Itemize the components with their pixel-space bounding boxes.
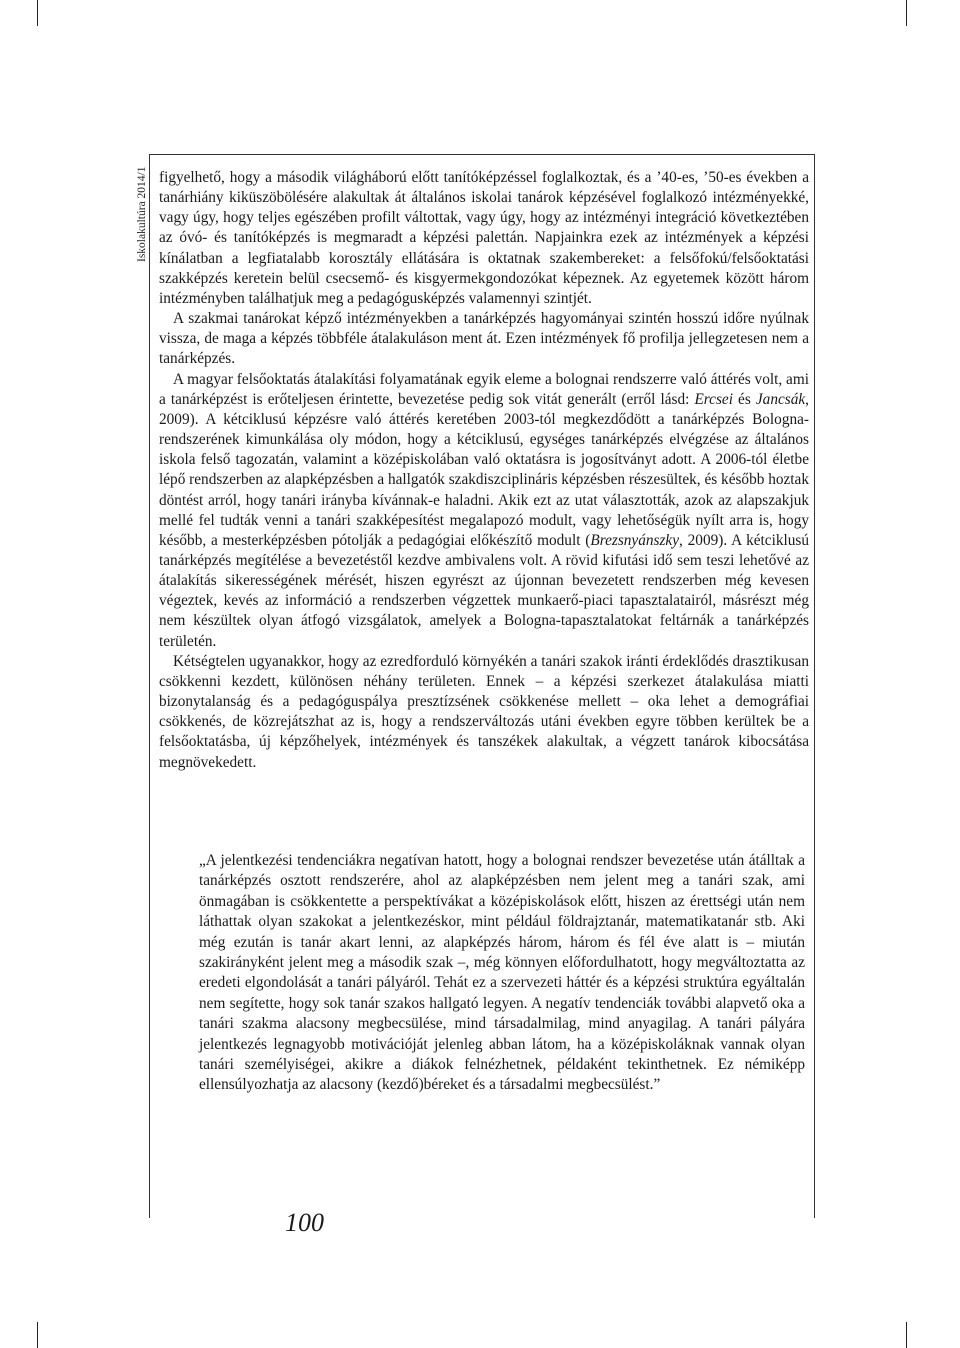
- citation-author: Jancsák: [755, 390, 806, 408]
- paragraph-3: [159, 370, 809, 652]
- body-text: [159, 168, 809, 773]
- paragraph-2: A szakmai tanárokat képző intézményekben a tanárképzés hagyományai szintén hosszú időre nyúlnak vissza, de maga a képzés többféle átalakuláson ment át. Ezen intézmények fő profilja jellegzetesen nem a tanárképzés.: [159, 310, 809, 368]
- paragraph-3-text-d: , 2009). A kétciklusú tanárképzés megítélése a bevezetéstől kezdve ambivalens volt. A rövid kifutási idő sem teszi lehetővé az átalakítás sikerességének mérését, hiszen egyrészt az újonnan bevezetett rendszerben még kevesen végeztek, kevés az információ a rendszerben végzettek munkaerő-piaci tapasztalatairól, másrészt még nem készültek olyan átfogó vizsgálatok, amelyek a Bologna-tapasztalatokat feltárnák a tanárképzés területén.: [159, 531, 809, 650]
- citation-author: Brezsnyánszky: [590, 531, 680, 549]
- paragraph-3-text-a: A magyar felsőoktatás átalakítási folyamatának egyik eleme a bolognai rendszerre való áttérés volt, ami a tanárképzést is erőteljesen érintette, bevezetése pedig sok vitát generált (erről lásd:: [159, 370, 809, 408]
- crop-mark-bottom-right: [906, 1322, 907, 1348]
- paragraph-1: figyelhető, hogy a második világháború előtt tanítóképzéssel foglalkoztak, és a ’40-es, ’50-es években a tanárhiány kiküszöbölésére alakultak át általános iskolai tanárok képzésével foglalkozó intézményekké, vagy úgy, hogy teljes egészében profilt váltottak, vagy úgy, hogy az intézményi integráció következtében az óvó- és tanítóképzés is megmaradt a képzési palettán. Napjainkra ezek az intézmények a képzési kínálatban a legfiatalabb korosztály ellátására is oktatnak szakembereket: a felsőfokú/felsőoktatási szakképzés keretein belül csecsemő- és kisgyermekgondozókat képeznek. Az egyetemek között három intézményben találhatjuk meg a pedagógusképzés valamennyi szintjét.: [159, 169, 809, 307]
- crop-mark-top-left: [37, 0, 38, 26]
- page-number: 100: [285, 1208, 324, 1237]
- running-head: Iskolakultúra 2014/1: [136, 166, 148, 262]
- paragraph-3-text-c: , 2009). A kétciklusú képzésre való áttérés keretében 2003-tól megkezdődött a tanárképzés Bologna-rendszerének kimunkálása oly módon, hogy a kétciklusú, egységes tanárképzés elvégzése az általános iskola felső tagozatán, valamint a középiskolában való oktatásra is jogosítványt adott. A 2006-tól életbe lépő rendszerben az alapképzésben a hallgatók szakdiszciplináris képzésben részesültek, és később hoztak döntést arról, hogy tanári irányba kívánnak-e haladni. Akik ezt az utat választották, azok az alapszakjuk mellé fel tudták venni a tanári szakképesítést megalapozó modult, vagy lehetőségük nyílt arra is, hogy később, a mesterképzésben pótolják a pedagógiai előkészítő modult (: [159, 390, 809, 549]
- block-quote: [199, 851, 805, 1096]
- crop-mark-bottom-left: [37, 1322, 38, 1348]
- paragraph-3-text-b: és: [732, 390, 756, 408]
- paragraph-4: Kétségtelen ugyanakkor, hogy az ezredforduló környékén a tanári szakok iránti érdeklődés drasztikusan csökkenni kezdett, különösen néhány területen. Ennek – a képzési szerkezet átalakulása miatti bizonytalanság és a pedagóguspálya presztízsének csökkenése mellett – oka lehet a demográfiai csökkenés, de közrejátszhat az is, hogy a rendszerváltozás utáni években egyre többen kerültek be a felsőoktatásba, új képzőhelyek, intézmények és tanszékek alakultak, a végzett tanárok kibocsátása megnövekedett.: [159, 652, 809, 771]
- citation-author: Ercsei: [694, 390, 733, 408]
- crop-mark-top-right: [906, 0, 907, 26]
- quote-text: „A jelentkezési tendenciákra negatívan hatott, hogy a bolognai rendszer bevezetése után átálltak a tanárképzés osztott rendszerére, ahol az alapképzésben nem jelent meg a tanári szak, ami önmagában is csökkentette a perspektívákat a középiskolások előtt, hiszen az érettségi után nem láthattak olyan szakokat a jelentkezéskor, mint például földrajztanár, matematikatanár stb. Aki még ezután is tanár akart lenni, az alapképzés három, három és fél éve alatt is – miután szakirányként jelent meg a második szak –, még könnyen előfordulhatott, hogy megváltoztatta az eredeti elgondolását a tanári pályáról. Tehát ez a szervezeti háttér és a képzési struktúra egyáltalán nem segítette, hogy sok tanár szakos hallgató legyen. A negatív tendenciák további alapvető oka a tanári szakma alacsony megbecsülése, mind társadalmilag, mind anyagilag. A tanári pályára jelentkezés legnagyobb motivációját jelenleg abban látom, ha a középiskoláknak vannak olyan tanári személyiségei, akikre a diákok felnézhetnek, példaként tekinthetnek. Ez némiképp ellensúlyozhatja az alacsony (kezdő)béreket és a társadalmi megbecsülést.”: [199, 852, 805, 1094]
